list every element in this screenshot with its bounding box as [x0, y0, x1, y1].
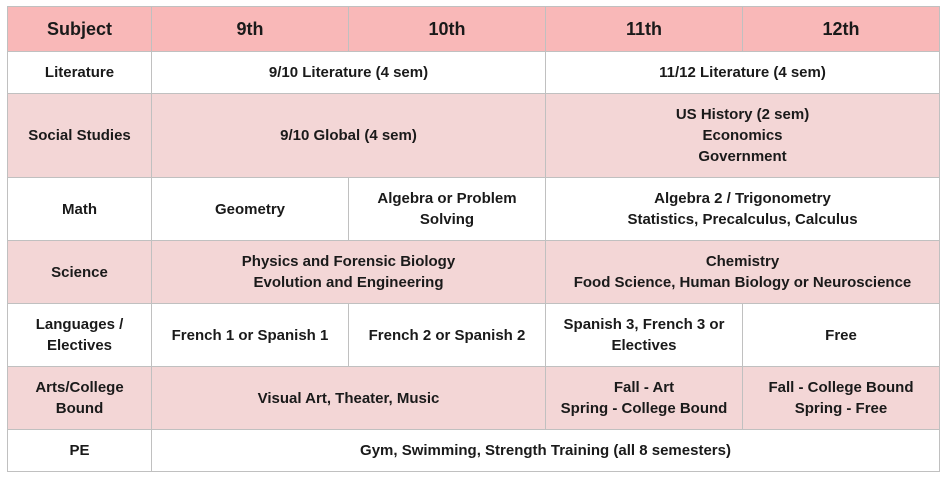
cell-line: Languages / [35, 316, 124, 333]
subject-cell: Science [8, 241, 152, 304]
cell-line: Electives [46, 337, 113, 354]
course-plan-table-wrapper [7, 6, 940, 472]
cell-9: Geometry [152, 178, 349, 241]
cell-11-12 [546, 94, 940, 178]
subject-cell: Social Studies [8, 94, 152, 178]
cell-line: Spanish 3, French 3 or [563, 316, 725, 333]
header-subject: Subject [8, 7, 152, 52]
subject-cell [8, 367, 152, 430]
row-science [8, 241, 940, 304]
header-9th: 9th [152, 7, 349, 52]
cell-line: Fall - Art [613, 379, 675, 396]
header-11th: 11th [546, 7, 743, 52]
cell-9-10 [152, 241, 546, 304]
row-arts-college-bound [8, 367, 940, 430]
row-math [8, 178, 940, 241]
course-plan-table [7, 6, 940, 472]
cell-12: Free [743, 304, 940, 367]
cell-10 [349, 178, 546, 241]
cell-line: Algebra 2 / Trigonometry [654, 190, 831, 207]
cell-line: Arts/College [35, 379, 124, 396]
cell-11 [546, 367, 743, 430]
cell-12 [743, 367, 940, 430]
cell-line: Food Science, Human Biology or Neuroscience [573, 274, 912, 291]
cell-9-10: 9/10 Global (4 sem) [152, 94, 546, 178]
cell-9-10: Visual Art, Theater, Music [152, 367, 546, 430]
row-literature [8, 52, 940, 94]
subject-cell: PE [8, 430, 152, 472]
cell-11-12 [546, 241, 940, 304]
cell-line: Physics and Forensic Biology [241, 253, 456, 270]
cell-11 [546, 304, 743, 367]
cell-line: Spring - College Bound [560, 400, 728, 417]
cell-10: French 2 or Spanish 2 [349, 304, 546, 367]
cell-line: Economics [702, 127, 783, 144]
cell-line: Statistics, Precalculus, Calculus [627, 211, 858, 228]
cell-line: Spring - Free [794, 400, 888, 417]
cell-line: Bound [55, 400, 104, 417]
cell-line: Evolution and Engineering [253, 274, 444, 291]
cell-line: US History (2 sem) [675, 106, 810, 123]
row-languages-electives [8, 304, 940, 367]
header-row [8, 7, 940, 52]
cell-9: French 1 or Spanish 1 [152, 304, 349, 367]
subject-cell: Math [8, 178, 152, 241]
cell-line: Fall - College Bound [768, 379, 914, 396]
cell-11-12 [546, 178, 940, 241]
row-pe [8, 430, 940, 472]
row-social-studies [8, 94, 940, 178]
cell-line: Chemistry [705, 253, 780, 270]
cell-line: Algebra or Problem [377, 190, 517, 207]
cell-all-grades: Gym, Swimming, Strength Training (all 8 semesters) [152, 430, 940, 472]
subject-cell [8, 304, 152, 367]
header-12th: 12th [743, 7, 940, 52]
cell-9-10: 9/10 Literature (4 sem) [152, 52, 546, 94]
cell-line: Government [698, 148, 787, 165]
cell-line: Solving [419, 211, 475, 228]
cell-line: Electives [611, 337, 677, 354]
subject-cell: Literature [8, 52, 152, 94]
header-10th: 10th [349, 7, 546, 52]
cell-11-12: 11/12 Literature (4 sem) [546, 52, 940, 94]
